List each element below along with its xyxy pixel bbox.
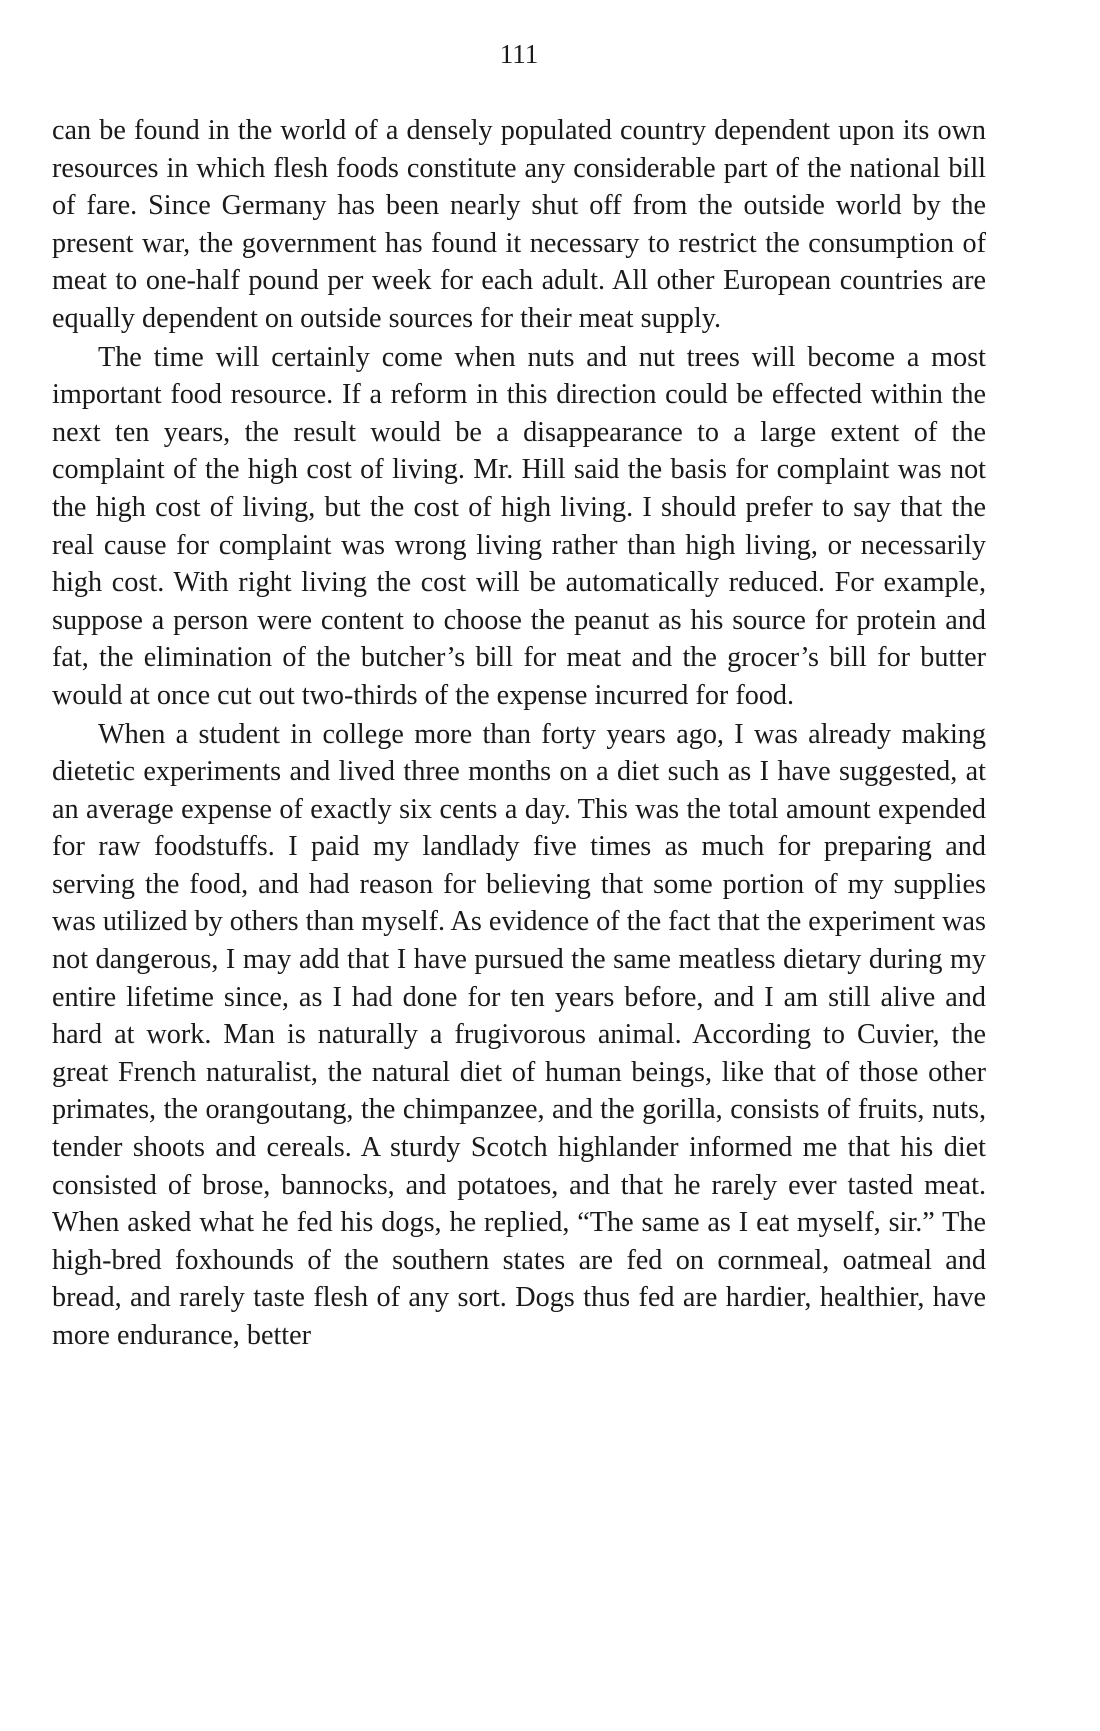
paragraph-2: The time will certainly come when nuts and nut trees will become a most important food resource. If a reform in this direction could be effected within the next ten years, the result would be a disappearance to a large extent of the complaint of the high cost of living. Mr. Hill said the basis for complaint was not the high cost of living, but the cost of high living. I should prefer to say that the real cause for complaint was wrong living rather than high living, or necessarily high cost. With right living the cost will be automatically reduced. For example, suppose a person were content to choose the peanut as his source for protein and fat, the elimination of the butcher’s bill for meat and the grocer’s bill for butter would at once cut out two-thirds of the expense incurred for food.	[52, 341, 986, 711]
paragraph-3: When a student in college more than forty years ago, I was already making dietetic experiments and lived three months on a diet such as I have suggested, at an average expense of exactly six cents a day. This was the total amount expended for raw foodstuffs. I paid my landlady five times as much for preparing and serving the food, and had reason for believing that some portion of my supplies was utilized by others than myself. As evidence of the fact that the experiment was not dangerous, I may add that I have pursued the same meatless dietary during my entire lifetime since, as I had done for ten years before, and I am still alive and hard at work. Man is naturally a frugivorous animal. According to Cuvier, the great French naturalist, the natural diet of human beings, like that of those other primates, the orangoutang, the chimpanzee, and the gorilla, consists of fruits, nuts, tender shoots and cereals. A sturdy Scotch highlander informed me that his diet consisted of brose, bannocks, and potatoes, and that he rarely ever tasted meat. When asked what he fed his dogs, he replied, “The same as I eat myself, sir.” The high-bred foxhounds of the southern states are fed on cornmeal, oatmeal and bread, and rarely taste flesh of any sort. Dogs thus fed are hardier, healthier, have more endurance, better	[52, 718, 986, 1351]
paragraph-1: can be found in the world of a densely populated country dependent upon its own resources in which flesh foods constitute any considerable part of the national bill of fare. Since Germany has been nearly shut off from the outside world by the present war, the government has found it necessary to restrict the consumption of meat to one-half pound per week for each adult. All other European countries are equally dependent on outside sources for their meat supply.	[52, 115, 986, 334]
page-number: 111	[499, 39, 539, 69]
book-page	[52, 36, 986, 1696]
